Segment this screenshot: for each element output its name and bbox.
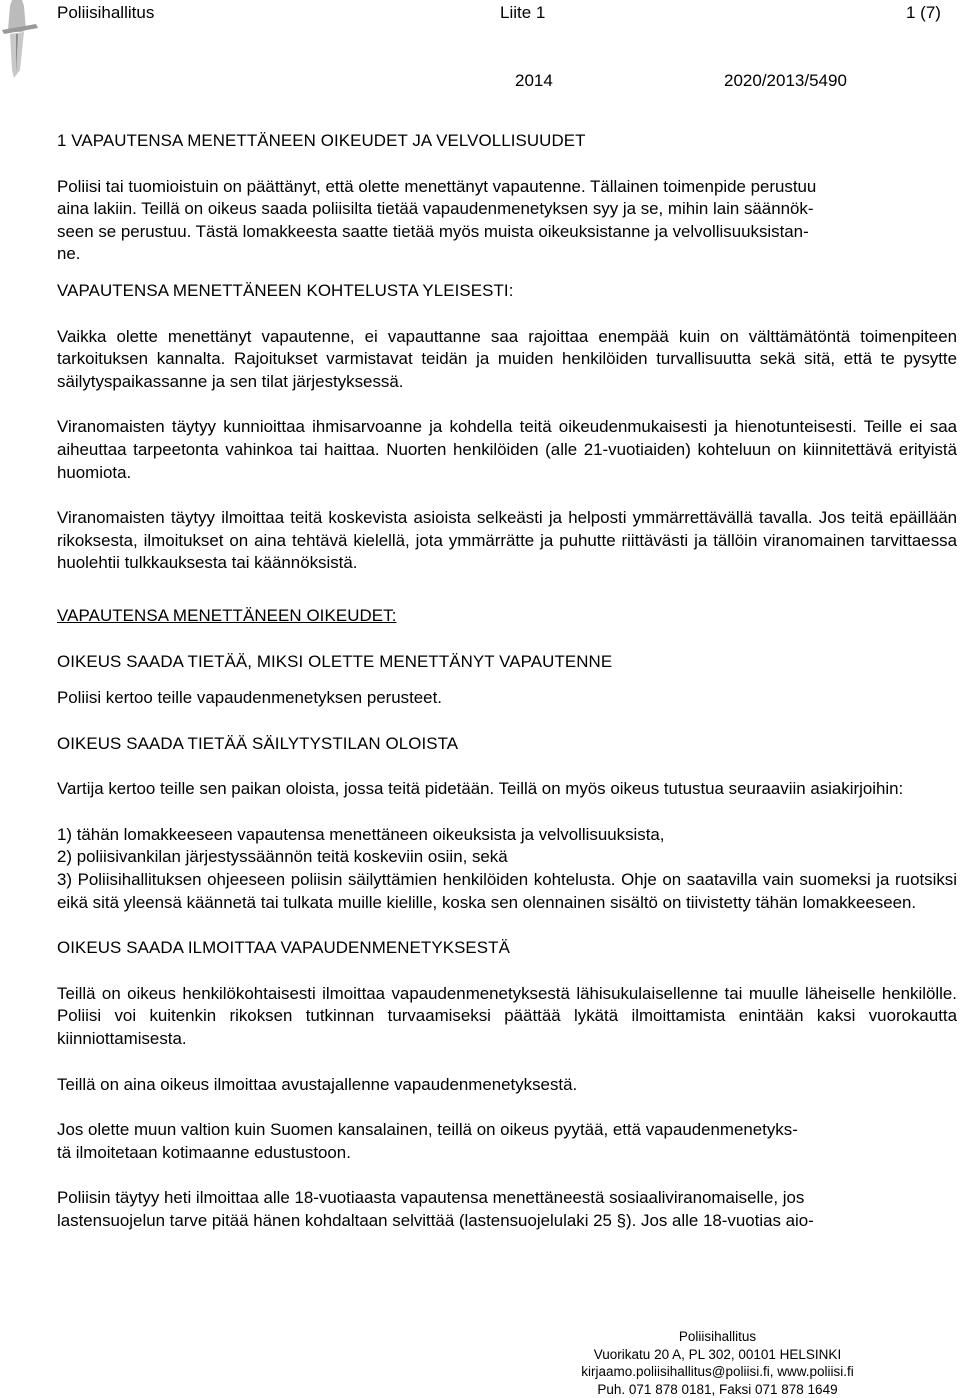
right-notify-paragraph-4-line: lastensuojelun tarve pitää hänen kohdaltaan selvittää (lastensuojelulaki 25 §). Jos alle 18-vuotias aio- (57, 1211, 814, 1230)
right-notify-heading: OIKEUS SAADA ILMOITTAA VAPAUDENMENETYKSESTÄ (57, 938, 510, 958)
right-notify-paragraph-1: Teillä on oikeus henkilökohtaisesti ilmoittaa vapaudenmenetyksestä lähisukulaisellenne tai muulle läheiselle henkilölle. Poliisi voi kuitenkin rikoksen tutkinnan turvaamiseksi päättää lykätä ilmoittamista enintään kaksi vuorokautta kiinniottamisesta. (57, 983, 957, 1049)
document-body (57, 130, 957, 1233)
section-title: 1 VAPAUTENSA MENETTÄNEEN OIKEUDET JA VELVOLLISUUDET (57, 131, 586, 150)
right-conditions-text: Vartija kertoo teille sen paikan oloista, jossa teitä pidetään. Teillä on myös oikeus tutustua seuraaviin asiakirjoihin: (57, 779, 904, 799)
reference-number: 2020/2013/5490 (724, 71, 847, 90)
list-item: 1) tähän lomakkeeseen vapautensa menettäneen oikeuksista ja velvollisuuksista, (57, 824, 665, 844)
right-know-reason-heading: OIKEUS SAADA TIETÄÄ, MIKSI OLETTE MENETTÄNYT VAPAUTENNE (57, 651, 613, 671)
document-year: 2014 (515, 71, 553, 90)
page-footer (565, 1328, 870, 1398)
attachment-label: Liite 1 (500, 3, 546, 22)
footer-address: Vuorikatu 20 A, PL 302, 00101 HELSINKI (593, 1346, 842, 1362)
general-paragraph-2: Viranomaisten täytyy kunnioittaa ihmisarvoanne ja kohdella teitä oikeudenmukaisesti ja hienotunteisesti. Teille ei saa aiheuttaa tarpeetonta vahinkoa tai haittaa. Nuorten henkilöiden (alle 21-vuotiaiden) kohteluun on kiinnitettävä erityistä huomiota. (57, 417, 957, 482)
general-paragraph-1: Vaikka olette menettänyt vapautenne, ei vapauttanne saa rajoittaa enempää kuin on välttämätöntä toimenpiteen tarkoituksen kannalta. Rajoitukset varmistavat teidän ja muiden henkilöiden turvallisuutta sekä sitä, että te pysytte säilytyspaikassanne ja sen tilat järjestyksessä. (57, 326, 957, 391)
list-item: 3) Poliisihallituksen ohjeeseen poliisin säilyttämien henkilöiden kohtelusta. Ohje on saatavilla vain suomeksi ja ruotsiksi eikä sitä yleensä käännetä tai tulkata muille kielille, koska sen olennainen sisältö on tiivistetty tähän lomakkeeseen. (57, 870, 957, 912)
footer-contact: kirjaamo.poliisihallitus@poliisi.fi, www.poliisi.fi (581, 1364, 854, 1379)
right-notify-paragraph-4-line: Poliisin täytyy heti ilmoittaa alle 18-vuotiaasta vapautensa menettäneestä sosiaaliviranomaiselle, jos (57, 1188, 805, 1208)
general-heading: VAPAUTENSA MENETTÄNEEN KOHTELUSTA YLEISESTI: (57, 280, 514, 300)
header-org: Poliisihallitus (57, 3, 155, 22)
page-number: 1 (7) (906, 3, 941, 22)
right-notify-paragraph-3-line: Jos olette muun valtion kuin Suomen kansalainen, teillä on oikeus pyytää, että vapaudenmenetyks- (57, 1120, 798, 1140)
intro-line: aina lakiin. Teillä on oikeus saada poliisilta tietää vapaudenmenetyksen syy ja se, mihin lain säännök- (57, 199, 814, 219)
footer-phone: Puh. 071 878 0181, Faksi 071 878 1649 (597, 1381, 838, 1397)
footer-org: Poliisihallitus (678, 1329, 757, 1344)
intro-line: ne. (57, 244, 81, 264)
right-notify-paragraph-3-line: tä ilmoitetaan kotimaanne edustustoon. (57, 1142, 351, 1162)
intro-line: seen se perustuu. Tästä lomakkeesta saatte tietää myös muista oikeuksistanne ja velvollisuuksistan- (57, 221, 809, 241)
rights-heading: VAPAUTENSA MENETTÄNEEN OIKEUDET: (57, 605, 397, 625)
general-paragraph-3: Viranomaisten täytyy ilmoittaa teitä koskevista asioista selkeästi ja helposti ymmärrettävällä tavalla. Jos teitä epäillään rikoksesta, ilmoitukset on aina tehtävä kielellä, jota ymmärrätte ja puhutte riittävästi ja tällöin viranomainen tarvittaessa huolehtii tulkkauksesta tai käännöksistä. (57, 508, 957, 573)
right-notify-paragraph-2: Teillä on aina oikeus ilmoittaa avustajallenne vapaudenmenetyksestä. (57, 1074, 578, 1094)
police-sword-emblem-icon (0, 0, 42, 80)
right-conditions-heading: OIKEUS SAADA TIETÄÄ SÄILYTYSTILAN OLOISTA (57, 733, 459, 753)
list-item: 2) poliisivankilan järjestyssäännön teitä koskeviin osiin, sekä (57, 847, 508, 867)
right-know-reason-text: Poliisi kertoo teille vapaudenmenetyksen perusteet. (57, 688, 442, 708)
intro-line: Poliisi tai tuomioistuin on päättänyt, että olette menettänyt vapautenne. Tällainen toimenpide perustuu (57, 176, 817, 196)
